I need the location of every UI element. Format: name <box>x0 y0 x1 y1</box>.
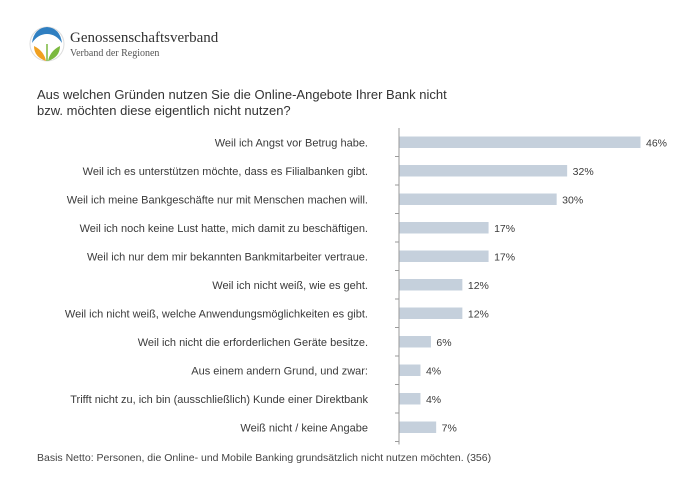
category-label: Weil ich es unterstützen möchte, dass es Filialbanken gibt. <box>82 165 368 178</box>
category-label: Weil ich meine Bankgeschäfte nur mit Menschen machen will. <box>66 194 368 207</box>
footnote: Basis Netto: Personen, die Online- und Mobile Banking grundsätzlich nicht nutzen möchten. (356) <box>37 452 492 464</box>
bar <box>400 251 489 263</box>
data-label: 12% <box>467 279 489 292</box>
bar <box>400 336 431 348</box>
bar <box>400 279 463 291</box>
data-label: 12% <box>467 308 489 321</box>
bar <box>400 194 557 206</box>
data-label: 17% <box>494 222 516 235</box>
bar <box>400 393 421 405</box>
category-label: Weil ich Angst vor Betrug habe. <box>214 137 368 150</box>
bar <box>400 365 421 377</box>
data-label: 7% <box>441 422 457 435</box>
brand-name: Genossenschaftsverband <box>70 30 219 46</box>
category-label: Weil ich nicht weiß, welche Anwendungsmöglichkeiten es gibt. <box>64 308 368 321</box>
data-label: 6% <box>436 336 452 349</box>
category-label: Weil ich nur dem mir bekannten Bankmitarbeiter vertraue. <box>86 251 368 264</box>
category-label: Trifft nicht zu, ich bin (ausschließlich) Kunde einer Direktbank <box>70 393 368 406</box>
chart-title-line-1: Aus welchen Gründen nutzen Sie die Online-Angebote Ihrer Bank nicht <box>37 87 447 102</box>
bar <box>400 422 437 434</box>
data-label: 17% <box>494 251 516 264</box>
category-label: Aus einem andern Grund, und zwar: <box>191 365 368 378</box>
bar <box>400 165 568 177</box>
bar <box>400 308 463 320</box>
bar <box>400 137 641 149</box>
data-label: 4% <box>425 393 442 406</box>
category-label: Weiß nicht / keine Angabe <box>240 422 368 435</box>
data-label: 30% <box>562 194 584 207</box>
data-label: 32% <box>572 165 594 178</box>
data-label: 4% <box>425 365 442 378</box>
category-label: Weil ich noch keine Lust hatte, mich damit zu beschäftigen. <box>79 222 368 235</box>
category-label: Weil ich nicht die erforderlichen Geräte besitze. <box>137 336 368 349</box>
chart-title-line-2: bzw. möchten diese eigentlich nicht nutzen? <box>37 103 291 118</box>
bar <box>400 222 489 234</box>
brand-subtitle: Verband der Regionen <box>70 48 160 59</box>
data-label: 46% <box>646 137 668 150</box>
category-label: Weil ich nicht weiß, wie es geht. <box>212 279 368 292</box>
